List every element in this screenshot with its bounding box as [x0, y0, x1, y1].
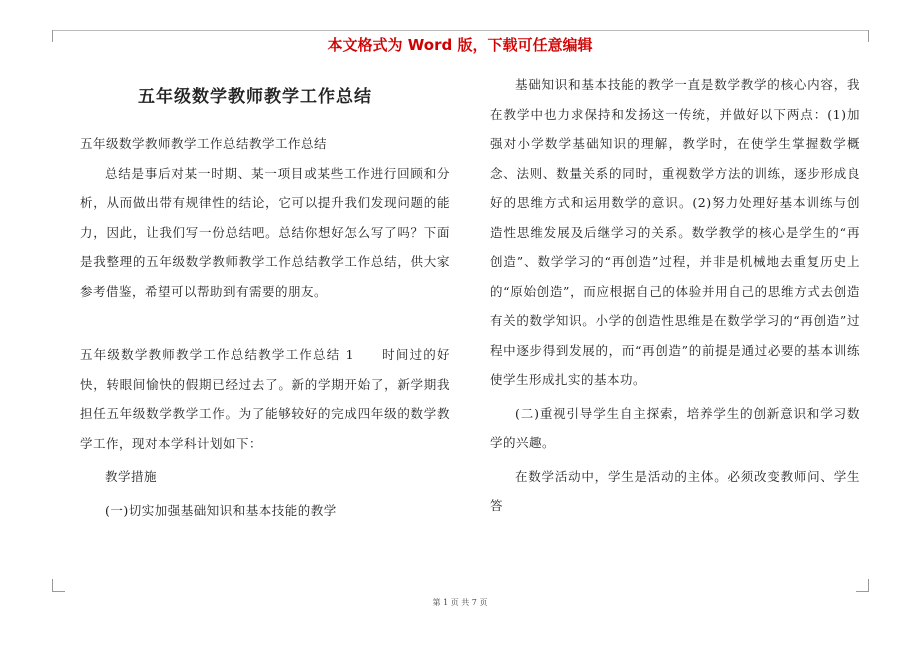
corner-mark — [52, 579, 65, 592]
measures-heading: 教学措施 — [105, 469, 158, 484]
body-paragraph: 在数学活动中，学生是活动的主体。必须改变教师问、学生答 — [490, 468, 860, 513]
left-column — [80, 70, 450, 525]
right-column — [490, 70, 860, 521]
subtitle: 五年级数学教师教学工作总结教学工作总结 — [80, 136, 328, 151]
body-paragraph: (二)重视引导学生自主探索，培养学生的创新意识和学习数学的兴趣。 — [490, 405, 860, 450]
page-footer: 第 1 页 共 7 页 — [432, 598, 488, 607]
body-paragraph: 基础知识和基本技能的教学一直是数学教学的核心内容，我在教学中也力求保持和发扬这一传统，并做好以下两点：(1)加强对小学数学基础知识的理解，教学时，在使学生掌握数学概念、法则、数量关系的同时，重视数学方法的训练，逐步形成良好的思维方式和运用数学的意识。(2)努力处理好基本训练与创造性思维发展及后继学习的关系。数学教学的核心是学生的“再创造”、数学学习的“再创造”过程，并非是机械地去重复历史上的“原始创造”，而应根据自己的体验并用自己的思维方式去创造有关的数学知识。小学的创造性思维是在数学学习的“再创造”过程中逐步得到发展的，而“再创造”的前提是通过必要的基本训练使学生形成扎实的基本功。 — [490, 77, 860, 387]
item-heading: (一)切实加强基础知识和基本技能的教学 — [105, 502, 337, 518]
spacer — [80, 306, 450, 340]
intro-paragraph: 总结是事后对某一时期、某一项目或某些工作进行回顾和分析，从而做出带有规律性的结论，它可以提升我们发现问题的能力，因此，让我们写一份总结吧。总结你想好怎么写了吗？下面是我整理的五年级数学教师教学工作总结教学工作总结，供大家参考借鉴，希望可以帮助到有需要的朋友。 — [80, 165, 450, 299]
section-paragraph: 五年级数学教师教学工作总结教学工作总结 1 时间过的好快，转眼间愉快的假期已经过去了。新的学期开始了，新学期我担任五年级数学教学工作。为了能够较好的完成四年级的数学教学工作，现对本学科计划如下： — [80, 347, 450, 451]
document-title: 五年级数学教师教学工作总结 — [138, 87, 372, 107]
corner-mark — [856, 579, 869, 592]
edit-banner: 本文格式为 Word 版，下载可任意编辑 — [327, 36, 593, 54]
